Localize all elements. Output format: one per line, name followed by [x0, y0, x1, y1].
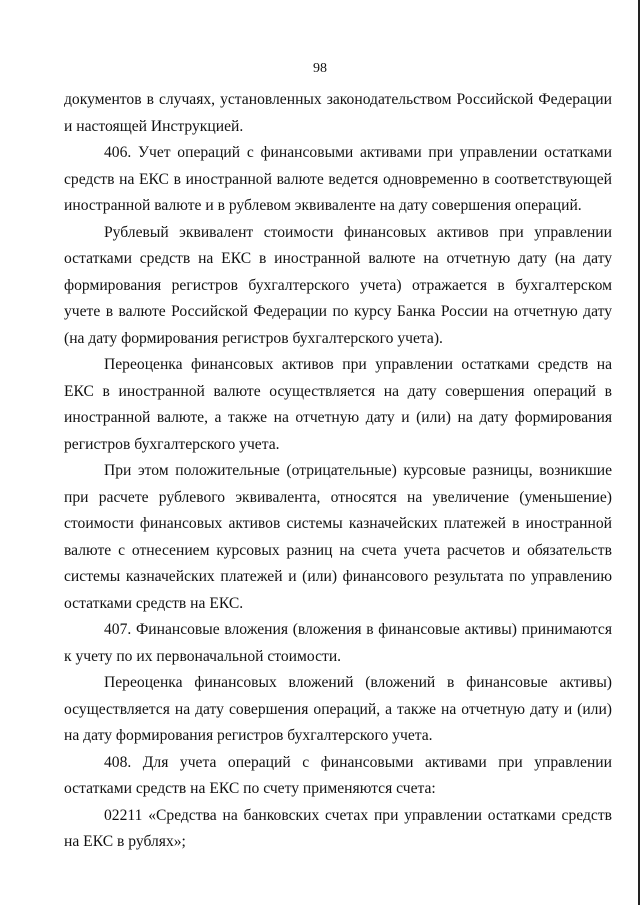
- paragraph-408: 408. Для учета операций с финансовыми активами при управлении остатками средств на ЕКС по счету применяются счета:: [64, 753, 612, 797]
- document-body: [64, 87, 612, 856]
- page-number: 98: [313, 61, 327, 76]
- paragraph-exchange-differences: При этом положительные (отрицательные) курсовые разницы, возникшие при расчете рублевого эквивалента, относятся на увеличение (уменьшение) стоимости финансовых активов системы казначейских платежей в иностранной валюте с отнесением курсовых разниц на счета учета расчетов и обязательств системы казначейских платежей и (или) финансового результата по управлению остатками средств на ЕКС.: [64, 462, 612, 612]
- paragraph-revaluation-assets: Переоценка финансовых активов при управлении остатками средств на ЕКС в иностранной валюте осуществляется на дату совершения операций в иностранной валюте, а также на отчетную дату и (или) на дату формирования регистров бухгалтерского учета.: [64, 356, 612, 453]
- paragraph-account-02211: 02211 «Средства на банковских счетах при управлении остатками средств на ЕКС в рублях»;: [64, 806, 612, 850]
- paragraph-revaluation-investments: Переоценка финансовых вложений (вложений в финансовые активы) осуществляется на дату совершения операций, а также на отчетную дату и (или) на дату формирования регистров бухгалтерского учета.: [64, 674, 612, 744]
- paragraph-continuation: документов в случаях, установленных законодательством Российской Федерации и настоящей Инструкцией.: [64, 91, 612, 135]
- paragraph-ruble-equivalent: Рублевый эквивалент стоимости финансовых активов при управлении остатками средств на ЕКС в иностранной валюте на отчетную дату (на дату формирования регистров бухгалтерского учета) отражается в бухгалтерском учете в валюте Российской Федерации по курсу Банка России на отчетную дату (на дату формирования регистров бухгалтерского учета).: [64, 223, 612, 347]
- paragraph-407: 407. Финансовые вложения (вложения в финансовые активы) принимаются к учету по их первоначальной стоимости.: [64, 621, 612, 665]
- paragraph-406: 406. Учет операций с финансовыми активами при управлении остатками средств на ЕКС в иностранной валюте ведется одновременно в соответствующей иностранной валюте и в рублевом эквиваленте на дату совершения операций.: [64, 144, 612, 214]
